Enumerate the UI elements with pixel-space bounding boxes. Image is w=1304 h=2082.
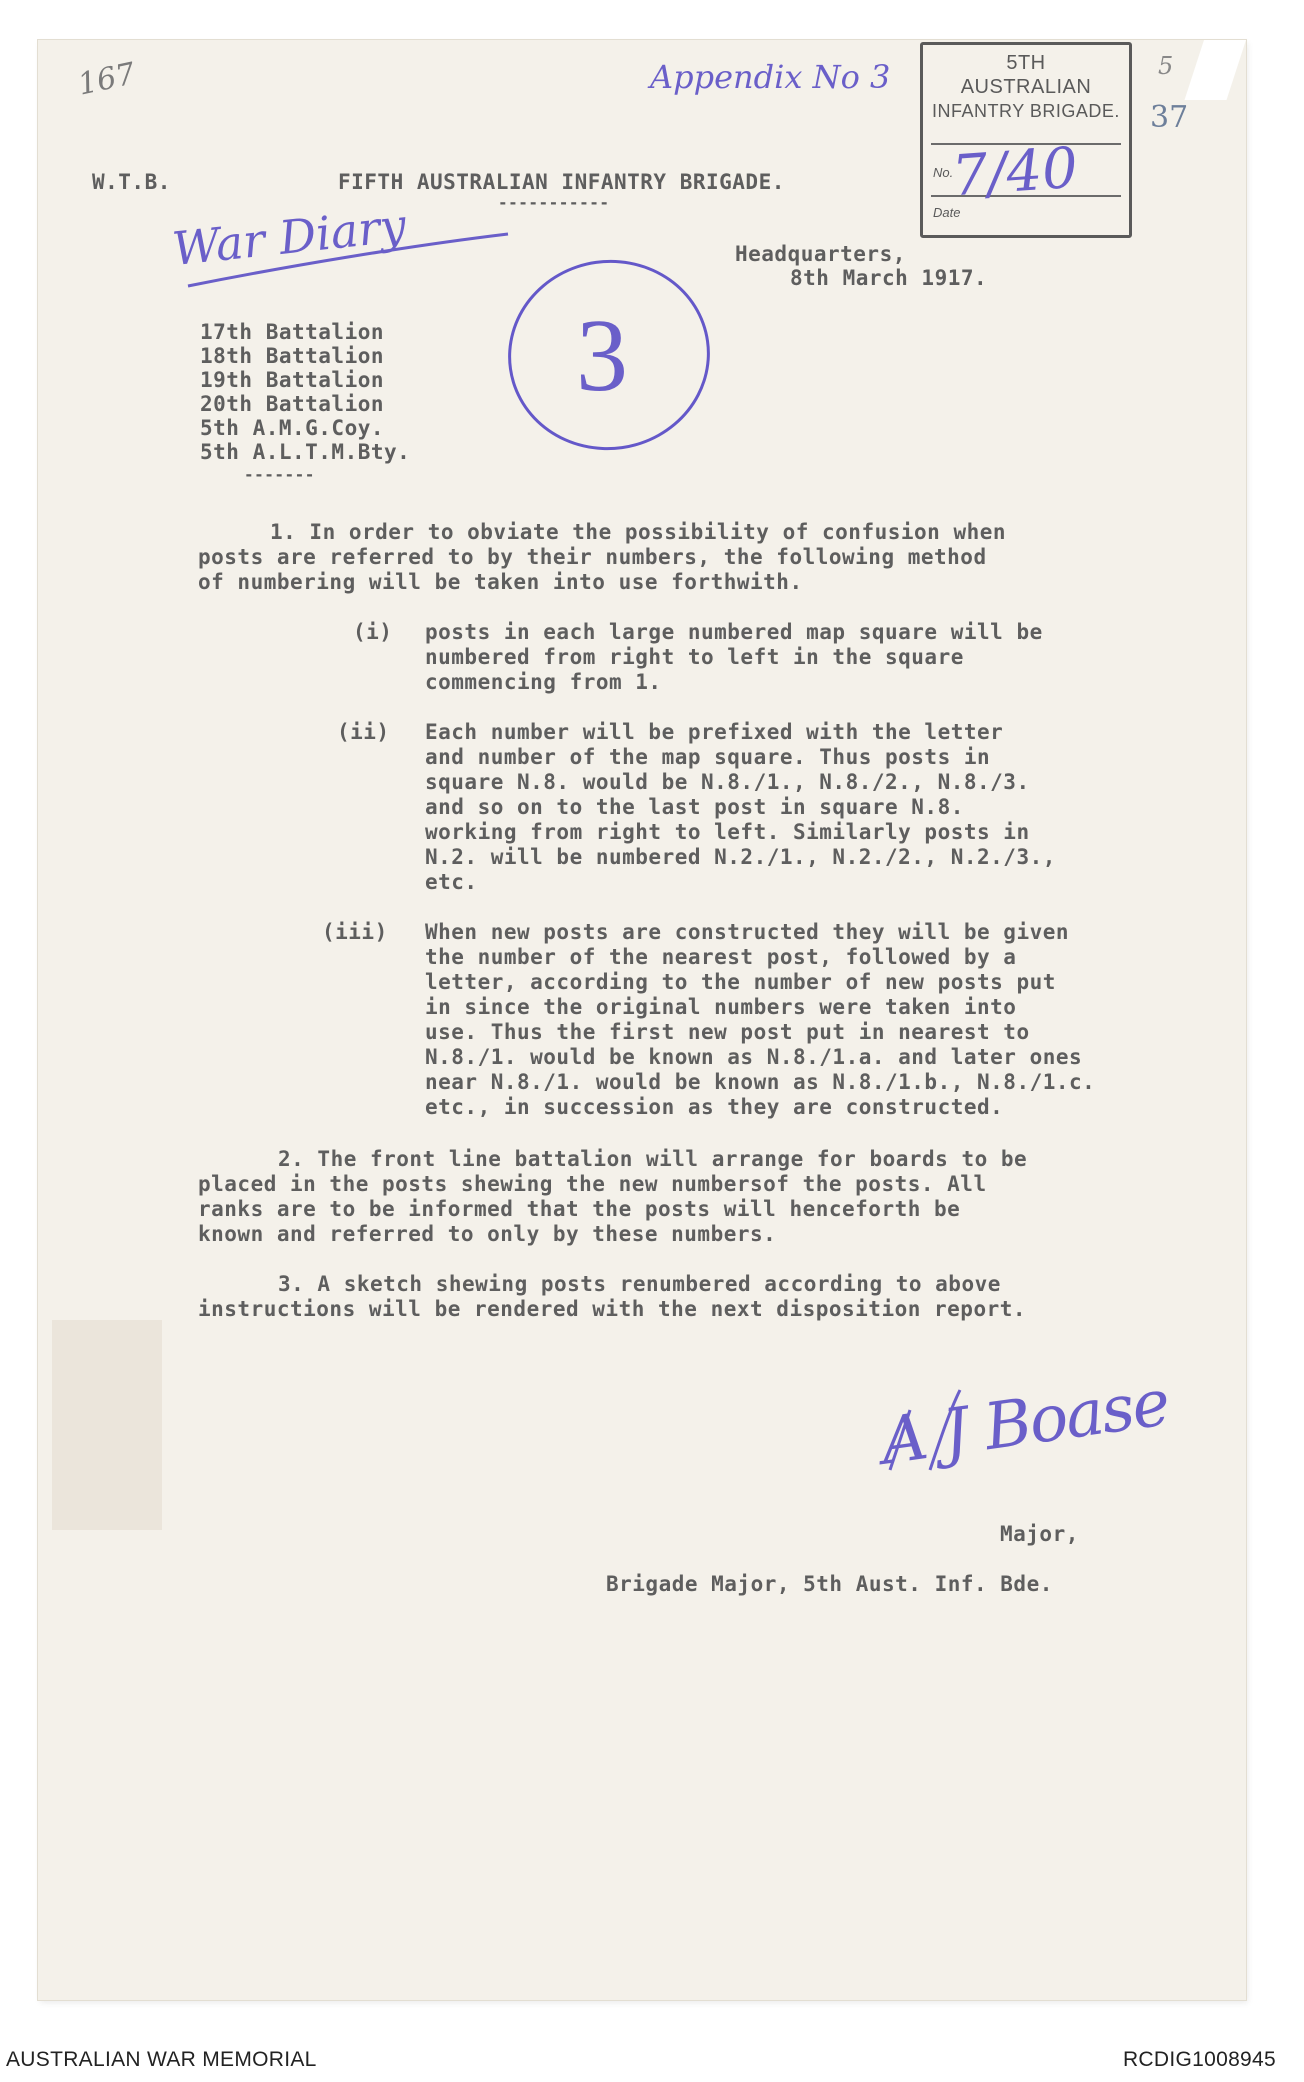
text-line: ranks are to be informed that the posts will henceforth be [198,1197,961,1221]
signature: A J Boase [876,1366,1173,1480]
text-line: etc., in succession as they are constructed. [425,1095,1004,1119]
signatory-title: Brigade Major, 5th Aust. Inf. Bde. [606,1572,1053,1596]
stamp-number: 7/40 [949,135,1080,210]
text-line: posts in each large numbered map square will be [425,620,1043,644]
text-line: etc. [425,870,478,894]
footer-right: RCDIG1008945 [1122,2048,1276,2071]
sub-marker: (iii) [322,920,388,944]
text-line: posts are referred to by their numbers, the following method [198,545,987,569]
heading-rule: ----------- [498,193,610,212]
text-line: the number of the nearest post, followed by a [425,945,1017,969]
sub-marker: (i) [353,620,393,644]
stamp-line-3: INFANTRY BRIGADE. [932,101,1120,121]
place: Headquarters, [735,242,906,266]
stamp-line-2: AUSTRALIAN [960,76,1092,98]
footer-left: AUSTRALIAN WAR MEMORIAL [6,2048,317,2071]
recipients-rule: ------- [244,465,315,484]
text-line: use. Thus the first new post put in nearest to [425,1020,1030,1044]
text-line: When new posts are constructed they will be given [425,920,1070,944]
war-diary-note: War Diary [169,197,409,277]
text-line: in since the original numbers were taken into [425,995,1017,1019]
date: 8th March 1917. [790,266,988,290]
rank: Major, [1000,1522,1079,1546]
folio-number: 167 [74,56,139,103]
text-line: letter, according to the number of new posts put [425,970,1056,994]
page-number: 37 [1150,100,1189,135]
text-line: of numbering will be taken into use forthwith. [198,570,803,594]
text-line: 1. In order to obviate the possibility of confusion when [270,520,1007,544]
recipient: 20th Battalion [200,392,385,416]
stamp-date-label: Date [933,205,961,220]
text-line: square N.8. would be N.8./1., N.8./2., N.8./3. [425,770,1030,794]
text-line: numbered from right to left in the square [425,645,964,669]
text-line: and number of the map square. Thus posts in [425,745,991,769]
text-line: Each number will be prefixed with the letter [425,720,1004,744]
page-number-top: 5 [1158,52,1174,80]
text-line: near N.8./1. would be known as N.8./1.b., N.8./1.c. [425,1070,1096,1094]
stamp-line-1: 5TH [1006,52,1046,74]
recipient: 19th Battalion [200,368,385,392]
text-line: commencing from 1. [425,670,662,694]
signature-flourish [870,1370,1170,1490]
text-line: and so on to the last post in square N.8. [425,795,964,819]
text-line: 3. A sketch shewing posts renumbered according to above [278,1272,1001,1296]
text-line: working from right to left. Similarly posts in [425,820,1030,844]
tape-mark [52,1320,162,1530]
recipient: 18th Battalion [200,344,385,368]
text-line: known and referred to only by these numbers. [198,1222,777,1246]
heading: FIFTH AUSTRALIAN INFANTRY BRIGADE. [338,170,785,194]
reference: W.T.B. [92,170,171,194]
recipient: 5th A.M.G.Coy. [200,416,385,440]
sub-marker: (ii) [337,720,390,744]
text-line: placed in the posts shewing the new numbersof the posts. All [198,1172,987,1196]
stamp-no-label: No. [933,165,954,180]
recipient: 5th A.L.T.M.Bty. [200,440,411,464]
text-line: N.8./1. would be known as N.8./1.a. and later ones [425,1045,1083,1069]
text-line: 2. The front line battalion will arrange for boards to be [278,1147,1028,1171]
circled-number: 3 [576,298,628,413]
text-line: N.2. will be numbered N.2./1., N.2./2., N.2./3., [425,845,1056,869]
war-diary-underline [168,206,528,296]
appendix-note: Appendix No 3 [650,58,891,96]
recipient: 17th Battalion [200,320,385,344]
text-line: instructions will be rendered with the next disposition report. [198,1297,1027,1321]
